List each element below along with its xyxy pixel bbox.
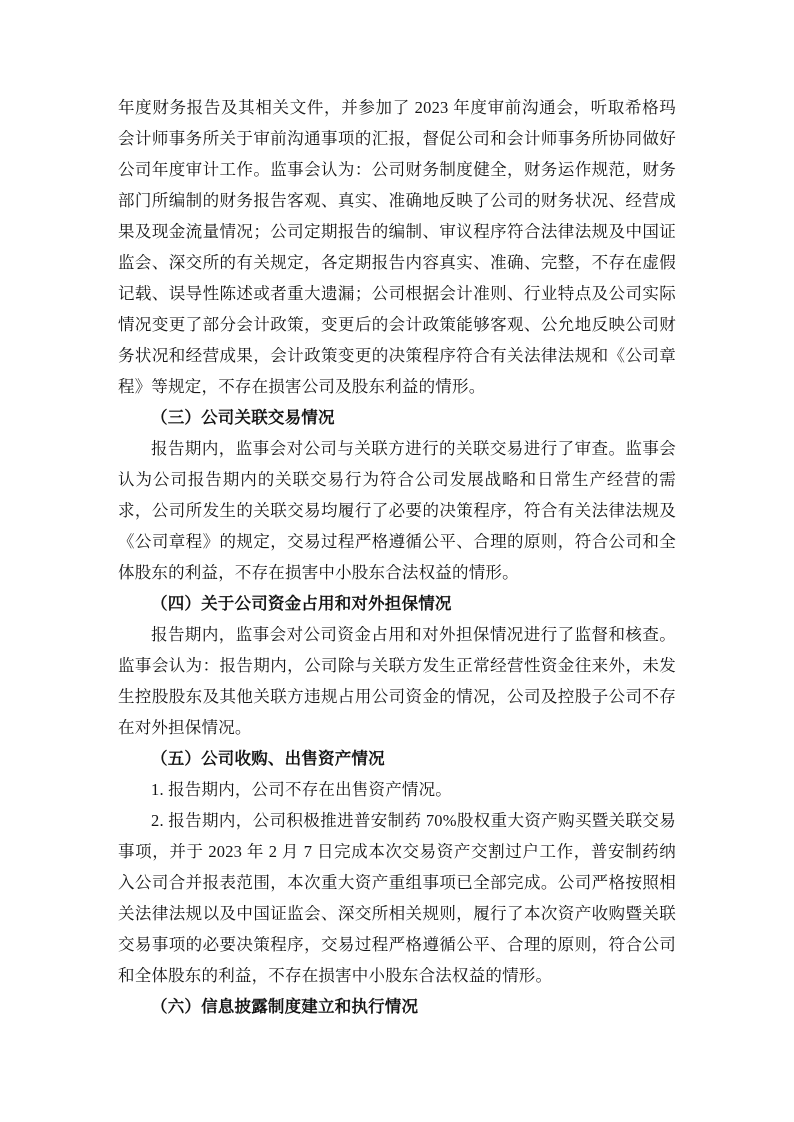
paragraph-related-party-transactions: 报告期内，监事会对公司与关联方进行的关联交易进行了审查。监事会认为公司报告期内的关联交易行为符合公司发展战略和日常生产经营的需求，公司所发生的关联交易均履行了必要的决策程序，符合有关法律法规及《公司章程》的规定，交易过程严格遵循公平、合理的原则，符合公司和全体股东的利益，不存在损害中小股东合法权益的情形。 xyxy=(118,439,676,582)
paragraph-asset-acquisition-item-2: 2. 报告期内，公司积极推进普安制药 70%股权重大资产购买暨关联交易事项，并于 2023 年 2 月 7 日完成本次交易资产交割过户工作，普安制药纳入公司合并报表范围，本次重大资产重组事项已全部完成。公司严格按照相关法律法规以及中国证监会、深交所相关规则，履行了本次资产收购暨关联交易事项的必要决策程序，交易过程严格遵循公平、合理的原则，符合公司和全体股东的利益，不存在损害中小股东合法权益的情形。 xyxy=(118,811,676,985)
heading-related-party-transactions: （三）公司关联交易情况 xyxy=(151,408,335,427)
heading-asset-acquisition-and-disposal: （五）公司收购、出售资产情况 xyxy=(151,749,385,768)
heading-fund-occupation-and-guarantees: （四）关于公司资金占用和对外担保情况 xyxy=(151,594,452,613)
heading-information-disclosure-system: （六）信息披露制度建立和执行情况 xyxy=(151,997,419,1016)
paragraph-financial-report-audit: 年度财务报告及其相关文件，并参加了 2023 年度审前沟通会，听取希格玛会计师事务所关于审前沟通事项的汇报，督促公司和会计师事务所协同做好公司年度审计工作。监事会认为：公司财务制度健全，财务运作规范，财务部门所编制的财务报告客观、真实、准确地反映了公司的财务状况、经营成果及现金流量情况；公司定期报告的编制、审议程序符合法律法规及中国证监会、深交所的有关规定，各定期报告内容真实、准确、完整，不存在虚假记载、误导性陈述或者重大遗漏；公司根据会计准则、行业特点及公司实际情况变更了部分会计政策，变更后的会计政策能够客观、公允地反映公司财务状况和经营成果，会计政策变更的决策程序符合有关法律法规和《公司章程》等规定，不存在损害公司及股东利益的情形。 xyxy=(118,98,676,396)
paragraph-asset-disposal-item-1: 1. 报告期内，公司不存在出售资产情况。 xyxy=(151,780,452,799)
paragraph-fund-occupation-and-guarantees: 报告期内，监事会对公司资金占用和对外担保情况进行了监督和核查。监事会认为：报告期内，公司除与关联方发生正常经营性资金往来外，未发生控股股东及其他关联方违规占用公司资金的情况，公司及控股子公司不存在对外担保情况。 xyxy=(118,625,676,737)
